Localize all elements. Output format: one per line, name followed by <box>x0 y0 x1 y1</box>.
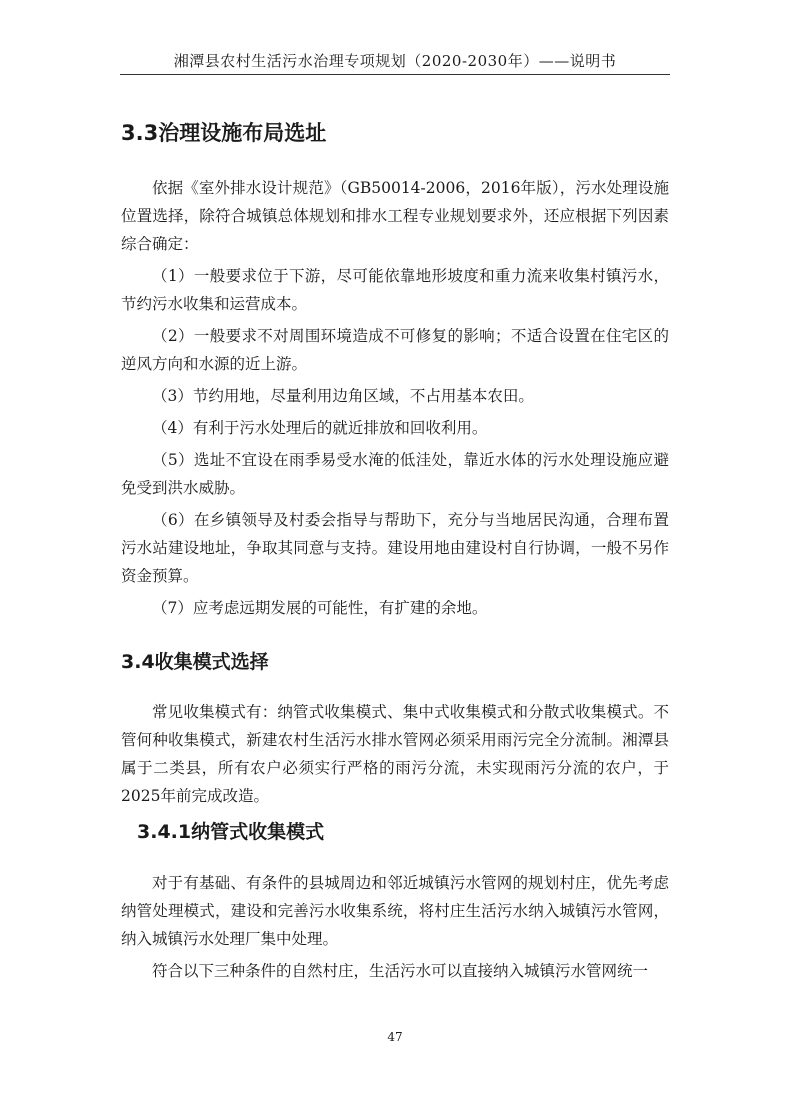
section-heading-3-4: 3.4收集模式选择 <box>121 651 269 673</box>
list-item-2: （2）一般要求不对周围环境造成不可修复的影响；不适合设置在住宅区的逆风方向和水源的近上游。 <box>121 327 669 373</box>
list-item-4: （4）有利于污水处理后的就近排放和回收利用。 <box>152 419 488 437</box>
section-heading-3-3: 3.3治理设施布局选址 <box>121 121 327 145</box>
list-item-3: （3）节约用地，尽量利用边角区域，不占用基本农田。 <box>152 387 534 405</box>
running-header: 湘潭县农村生活污水治理专项规划（2020-2030年）——说明书 <box>173 52 617 70</box>
header-divider <box>120 74 670 75</box>
paragraph-intro: 依据《室外排水设计规范》（GB50014-2006，2016年版），污水处理设施位置选择，除符合城镇总体规划和排水工程专业规划要求外，还应根据下列因素综合确定： <box>121 179 669 253</box>
list-item-7: （7）应考虑远期发展的可能性，有扩建的余地。 <box>152 599 488 617</box>
document-body <box>121 115 669 989</box>
list-item-6: （6）在乡镇领导及村委会指导与帮助下，充分与当地居民沟通，合理布置污水站建设地址，争取其同意与支持。建设用地由建设村自行协调，一般不另作资金预算。 <box>121 511 669 585</box>
page-number: 47 <box>387 1030 403 1044</box>
paragraph-conditions: 符合以下三种条件的自然村庄，生活污水可以直接纳入城镇污水管网统一 <box>152 962 649 980</box>
list-item-1: （1）一般要求位于下游，尽可能依靠地形坡度和重力流来收集村镇污水，节约污水收集和运营成本。 <box>121 267 669 313</box>
section-heading-3-4-1: 3.4.1纳管式收集模式 <box>137 821 325 843</box>
paragraph-collection-modes: 常见收集模式有：纳管式收集模式、集中式收集模式和分散式收集模式。不管何种收集模式，新建农村生活污水排水管网必须采用雨污完全分流制。湘潭县属于二类县，所有农户必须实行严格的雨污分流，未实现雨污分流的农户，于2025年前完成改造。 <box>121 703 669 805</box>
paragraph-pipe-mode: 对于有基础、有条件的县城周边和邻近城镇污水管网的规划村庄，优先考虑纳管处理模式，建设和完善污水收集系统，将村庄生活污水纳入城镇污水管网，纳入城镇污水处理厂集中处理。 <box>121 874 669 948</box>
list-item-5: （5）选址不宜设在雨季易受水淹的低洼处，靠近水体的污水处理设施应避免受到洪水威胁。 <box>121 451 669 497</box>
